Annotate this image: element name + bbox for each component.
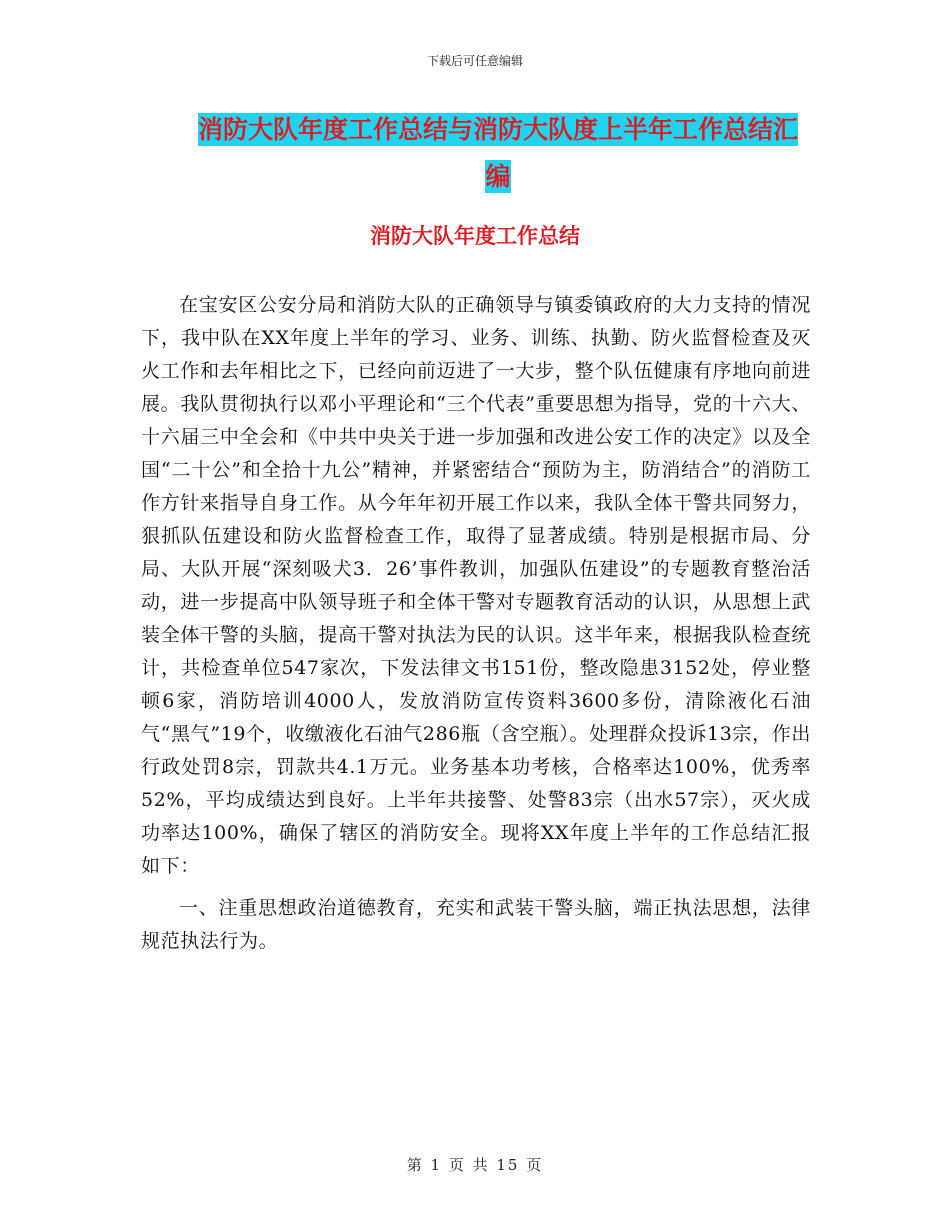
body-text	[141, 289, 811, 958]
section-title: 消防大队年度工作总结	[370, 224, 580, 248]
page-footer: 第 1 页 共 15 页	[406, 1156, 544, 1174]
document-title-text: 消防大队年度工作总结与消防大队度上半年工作总结汇编	[197, 115, 798, 191]
paragraph-2: 一、注重思想政治道德教育，充实和武装干警头脑，端正执法思想，法律规范执法行为。	[141, 897, 811, 952]
paragraph-1: 在宝安区公安分局和消防大队的正确领导与镇委镇政府的大力支持的情况下，我中队在XX年度上半年的学习、业务、训练、执勤、防火监督检查及灭火工作和去年相比之下，已经向前迈进了一大步，整个队伍健康有序地向前进展。我队贯彻执行以邓小平理论和“三个代表”重要思想为指导，党的十六大、十六届三中全会和《中共中央关于进一步加强和改进公安工作的决定》以及全国“二十公”和全拾十九公”精神，并紧密结合“预防为主，防消结合”的消防工作方针来指导自身工作。从今年年初开展工作以来，我队全体干警共同努力，狠抓队伍建设和防火监督检查工作，取得了显著成绩。特别是根据市局、分局、大队开展“深刻吸犬3．26’事件教训，加强队伍建设”的专题教育整治活动，进一步提高中队领导班子和全体干警对专题教育活动的认识，从思想上武装全体干警的头脑，提高干警对执法为民的认识。这半年来，根据我队检查统计，共检查单位547家次，下发法律文书151份，整改隐患3152处，停业整顿6家，消防培训4000人，发放消防宣传资料3600多份，清除液化石油气“黑气”19个，收缴液化石油气286瓶（含空瓶）。处理群众投诉13宗，作出行政处罚8宗，罚款共4.1万元。业务基本功考核，合格率达100%，优秀率52%，平均成绩达到良好。上半年共接警、处警83宗（出水57宗），灭火成功率达100%，确保了辖区的消防安全。现将XX年度上半年的工作总结汇报如下：	[141, 294, 811, 877]
document-title	[188, 106, 808, 200]
header-note: 下载后可任意编辑	[426, 54, 523, 68]
